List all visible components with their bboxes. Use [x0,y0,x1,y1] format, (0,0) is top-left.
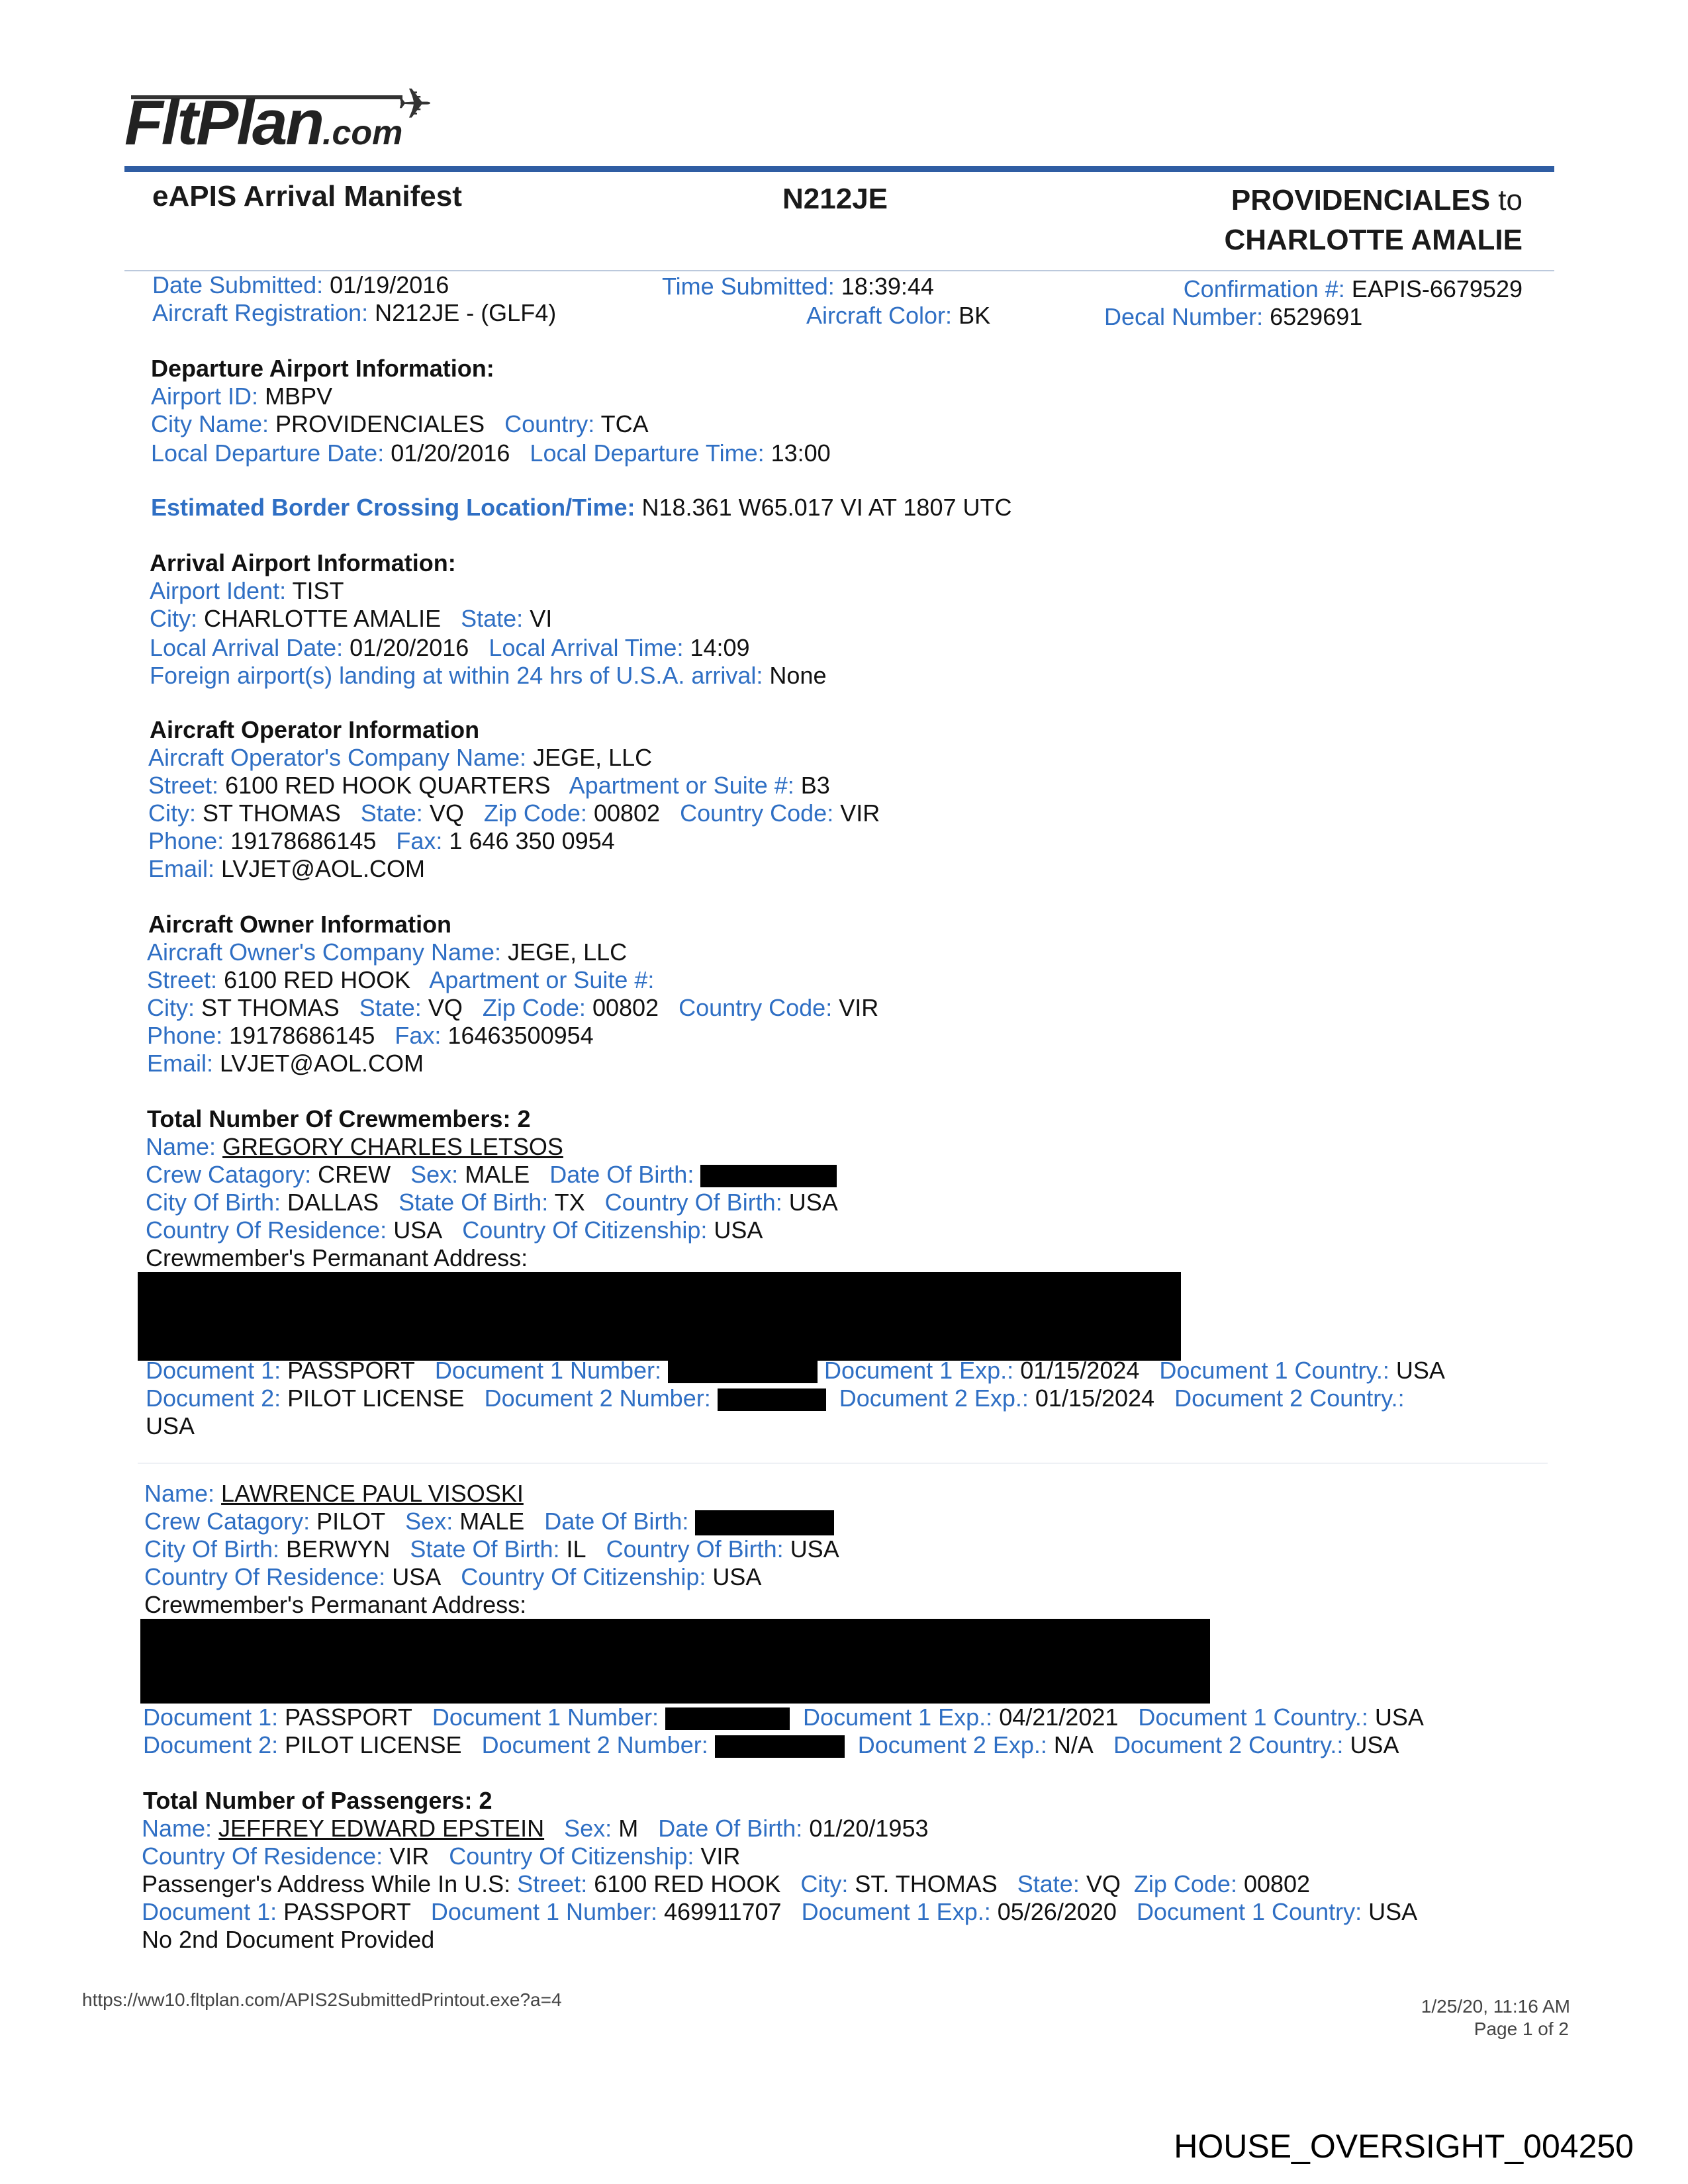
departure-airport-id: Airport ID: MBPV [151,383,333,410]
passenger1-document1: Document 1: PASSPORT Document 1 Number: 469911707 Document 1 Exp.: 05/26/2020 Document 1 Country: USA [142,1898,1418,1925]
crew2-address-label: Crewmember's Permanant Address: [144,1591,527,1618]
manifest-title: eAPIS Arrival Manifest [152,180,462,212]
header-band [124,166,1554,172]
bates-stamp: HOUSE_OVERSIGHT_004250 [1174,2128,1634,2165]
passenger1-residence-line: Country Of Residence: VIR Country Of Citizenship: VIR [142,1843,741,1870]
passengers-heading: Total Number of Passengers: 2 [143,1787,492,1814]
owner-company: Aircraft Owner's Company Name: JEGE, LLC [147,938,628,966]
arrival-heading: Arrival Airport Information: [150,549,456,576]
owner-phone-fax: Phone: 19178686145 Fax: 16463500954 [147,1022,594,1049]
arrival-city-state: City: CHARLOTTE AMALIE State: VI [150,605,553,632]
departure-date-time: Local Departure Date: 01/20/2016 Local Departure Time: 13:00 [151,439,831,467]
crew1-category-line: Crew Catagory: CREW Sex: MALE Date Of Birth: [146,1161,837,1189]
confirmation-number: Confirmation #: EAPIS-6679529 [1183,275,1523,302]
passenger1-address-line: Passenger's Address While In U.S: Street: 6100 RED HOOK City: ST. THOMAS State: VQ Zip Code: 00802 [142,1870,1311,1897]
crew1-name: Name: GREGORY CHARLES LETSOS [146,1133,563,1160]
operator-company: Aircraft Operator's Company Name: JEGE, LLC [148,744,653,771]
redaction-block [718,1388,826,1411]
owner-street: Street: 6100 RED HOOK Apartment or Suite #: [147,966,655,993]
footer-page-number: Page 1 of 2 [1474,2019,1569,2039]
aircraft-registration: Aircraft Registration: N212JE - (GLF4) [152,299,557,326]
redaction-block [700,1165,837,1187]
crew1-address-label: Crewmember's Permanant Address: [146,1244,528,1271]
arrival-date-time: Local Arrival Date: 01/20/2016 Local Arrival Time: 14:09 [150,634,750,661]
crew2-document1: Document 1: PASSPORT Document 1 Number: Document 1 Exp.: 04/21/2021 Document 1 Country.: USA [143,1704,1424,1731]
foreign-airports: Foreign airport(s) landing at within 24 hrs of U.S.A. arrival: None [150,662,827,689]
passenger1-name-line: Name: JEFFREY EDWARD EPSTEIN Sex: M Date Of Birth: 01/20/1953 [142,1815,929,1842]
footer-url: https://ww10.fltplan.com/APIS2SubmittedPrintout.exe?a=4 [82,1989,562,2010]
footer-datetime: 1/25/20, 11:16 AM [1421,1996,1570,2017]
logo-wordmark: FltPlan.com [124,87,403,158]
crew2-category-line: Crew Catagory: PILOT Sex: MALE Date Of Birth: [144,1508,834,1535]
operator-heading: Aircraft Operator Information [150,716,480,743]
redaction-block [140,1619,1210,1704]
redaction-block [665,1707,790,1730]
owner-email: Email: LVJET@AOL.COM [147,1050,424,1077]
route-line-1: PROVIDENCIALES to [1231,184,1523,216]
crew2-residence-line: Country Of Residence: USA Country Of Citizenship: USA [144,1563,762,1590]
departure-heading: Departure Airport Information: [151,355,494,382]
crew2-birth-line: City Of Birth: BERWYN State Of Birth: IL Country Of Birth: USA [144,1535,839,1563]
owner-heading: Aircraft Owner Information [148,911,452,938]
crew1-birth-line: City Of Birth: DALLAS State Of Birth: TX Country Of Birth: USA [146,1189,838,1216]
aircraft-color: Aircraft Color: BK [806,302,991,329]
crew1-document2-country: USA [146,1412,195,1439]
crew2-document2: Document 2: PILOT LICENSE Document 2 Number: Document 2 Exp.: N/A Document 2 Country.: USA [143,1731,1399,1758]
crew-heading: Total Number Of Crewmembers: 2 [147,1105,531,1132]
crew2-name: Name: LAWRENCE PAUL VISOSKI [144,1480,524,1507]
airplane-icon: ✈ [397,80,433,128]
operator-email: Email: LVJET@AOL.COM [148,855,425,882]
time-submitted: Time Submitted: 18:39:44 [662,273,934,300]
departure-city-country: City Name: PROVIDENCIALES Country: TCA [151,410,649,437]
fltplan-logo [124,79,442,165]
operator-street: Street: 6100 RED HOOK QUARTERS Apartment or Suite #: B3 [148,772,830,799]
redaction-block [668,1361,818,1383]
decal-number: Decal Number: 6529691 [1104,303,1363,330]
operator-phone-fax: Phone: 19178686145 Fax: 1 646 350 0954 [148,827,615,854]
passenger1-no-doc2: No 2nd Document Provided [142,1926,435,1953]
crew1-document1: Document 1: PASSPORT Document 1 Number: Document 1 Exp.: 01/15/2024 Document 1 Country.: USA [146,1357,1445,1384]
owner-city-line: City: ST THOMAS State: VQ Zip Code: 00802 Country Code: VIR [147,994,879,1021]
crew1-document2: Document 2: PILOT LICENSE Document 2 Number: Document 2 Exp.: 01/15/2024 Document 2 Country.: [146,1385,1405,1412]
arrival-ident: Airport Ident: TIST [150,577,344,604]
border-crossing: Estimated Border Crossing Location/Time: N18.361 W65.017 VI AT 1807 UTC [151,494,1012,521]
crew-divider [138,1463,1548,1464]
crew1-residence-line: Country Of Residence: USA Country Of Citizenship: USA [146,1216,763,1244]
tail-number: N212JE [782,183,888,215]
operator-city-line: City: ST THOMAS State: VQ Zip Code: 00802 Country Code: VIR [148,799,880,827]
redaction-block [715,1735,845,1758]
redaction-block [695,1510,834,1535]
date-submitted: Date Submitted: 01/19/2016 [152,271,449,298]
redaction-block [138,1272,1181,1361]
route-line-2: CHARLOTTE AMALIE [1224,224,1523,256]
